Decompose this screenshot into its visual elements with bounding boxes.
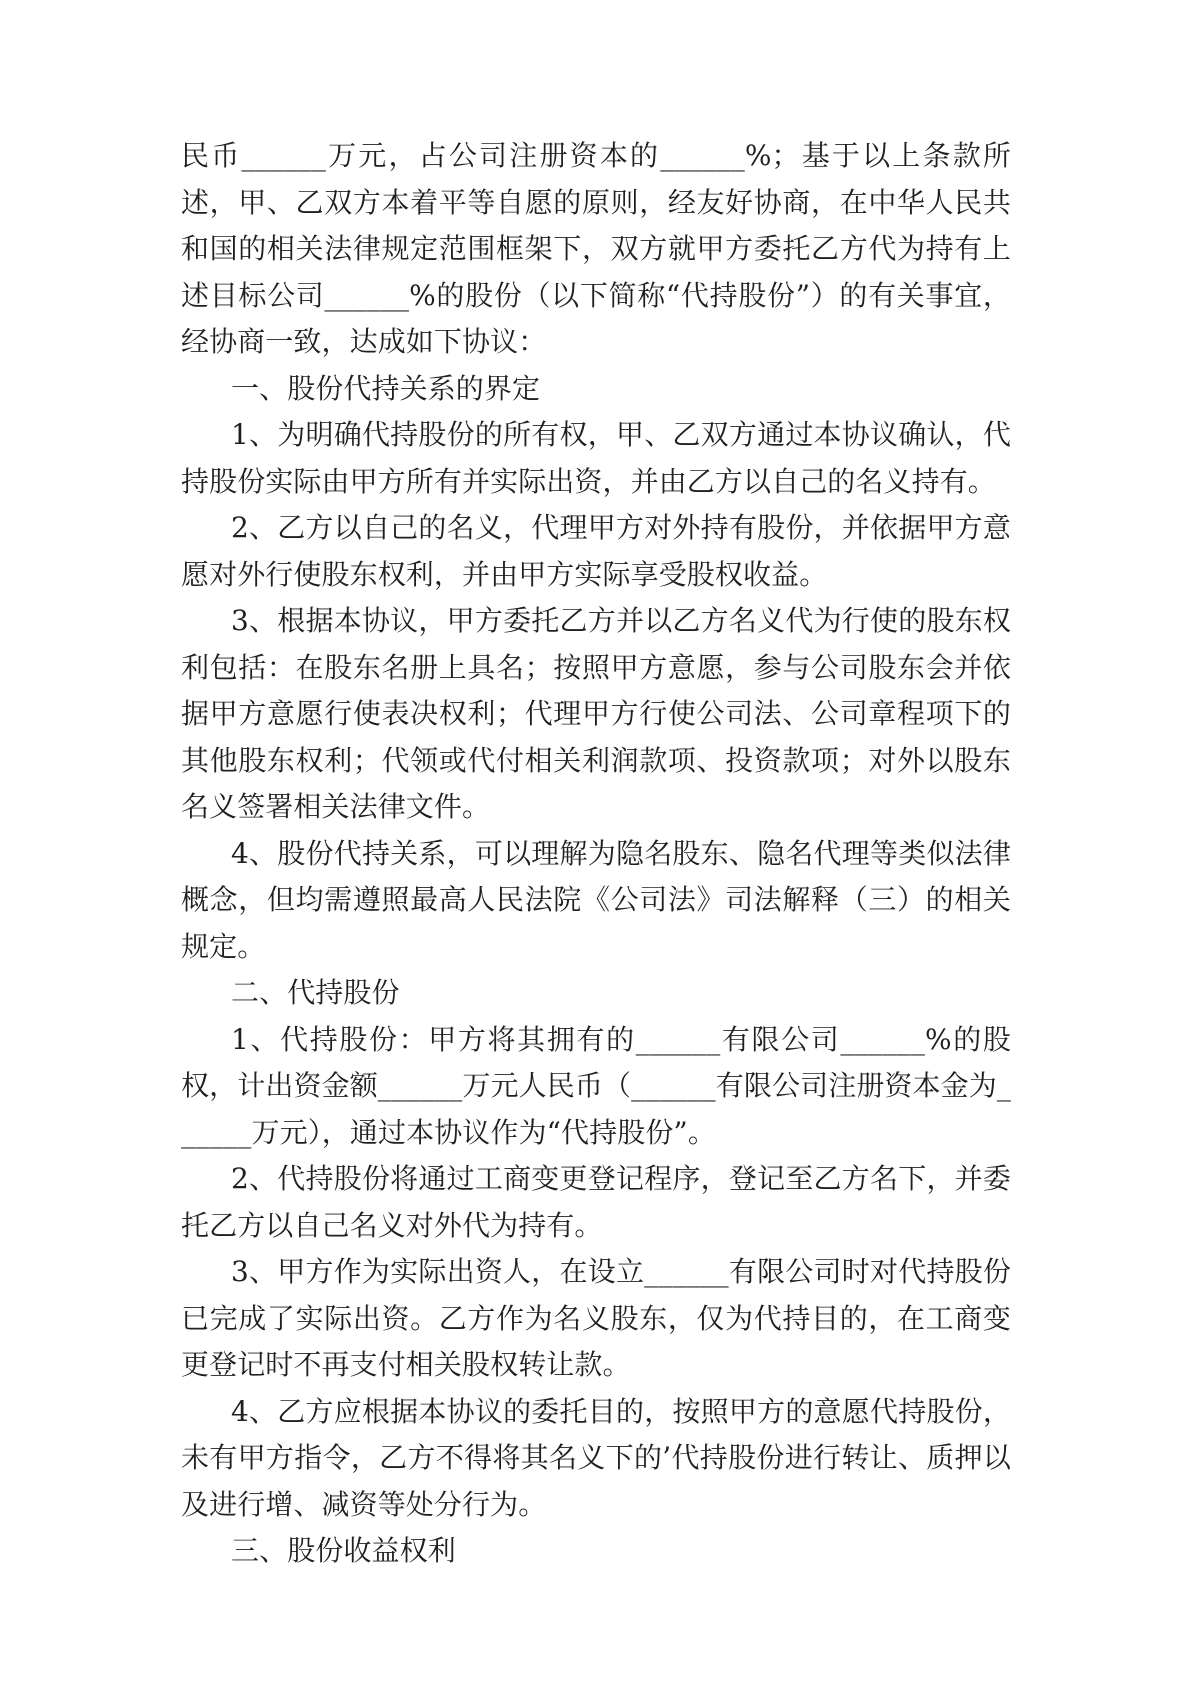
document-body	[181, 133, 1011, 1575]
section-heading-1: 一、股份代持关系的界定	[231, 371, 541, 405]
clause-2-2: 2、代持股份将通过工商变更登记程序，登记至乙方名下，并委托乙方以自己名义对外代为持有。	[181, 1162, 1011, 1242]
paragraph-agreement-preamble: 民币______万元，占公司注册资本的______%；基于以上条款所述，甲、乙双方本着平等自愿的原则，经友好协商，在中华人民共和国的相关法律规定范围框架下，双方就甲方委托乙方代为持有上述目标公司______%的股份（以下简称“代持股份”）的有关事宜，经协商一致，达成如下协议：	[181, 139, 1011, 358]
section-heading-3: 三、股份收益权利	[231, 1534, 456, 1567]
section-heading-2: 二、代持股份	[231, 976, 400, 1009]
clause-1-3: 3、根据本协议，甲方委托乙方并以乙方名义代为行使的股东权利包括：在股东名册上具名；按照甲方意愿，参与公司股东会并依据甲方意愿行使表决权利；代理甲方行使公司法、公司章程项下的其他股东权利；代领或代付相关利润款项、投资款项；对外以股东名义签署相关法律文件。	[181, 604, 1011, 823]
clause-1-4: 4、股份代持关系，可以理解为隐名股东、隐名代理等类似法律概念，但均需遵照最高人民法院《公司法》司法解释（三）的相关规定。	[181, 836, 1011, 963]
clause-1-1: 1、为明确代持股份的所有权，甲、乙双方通过本协议确认，代持股份实际由甲方所有并实际出资，并由乙方以自己的名义持有。	[181, 418, 1011, 498]
clause-2-1: 1、代持股份：甲方将其拥有的______有限公司______%的股权，计出资金额______万元人民币（______有限公司注册资本金为______万元），通过本协议作为“代持股份”。	[181, 1022, 1011, 1149]
clause-1-2: 2、乙方以自己的名义，代理甲方对外持有股份，并依据甲方意愿对外行使股东权利，并由甲方实际享受股权收益。	[181, 511, 1011, 591]
clause-2-3: 3、甲方作为实际出资人，在设立______有限公司时对代持股份已完成了实际出资。乙方作为名义股东，仅为代持目的，在工商变更登记时不再支付相关股权转让款。	[181, 1255, 1011, 1381]
clause-2-4: 4、乙方应根据本协议的委托目的，按照甲方的意愿代持股份，未有甲方指令，乙方不得将其名义下的’代持股份进行转让、质押以及进行增、减资等处分行为。	[181, 1394, 1011, 1521]
